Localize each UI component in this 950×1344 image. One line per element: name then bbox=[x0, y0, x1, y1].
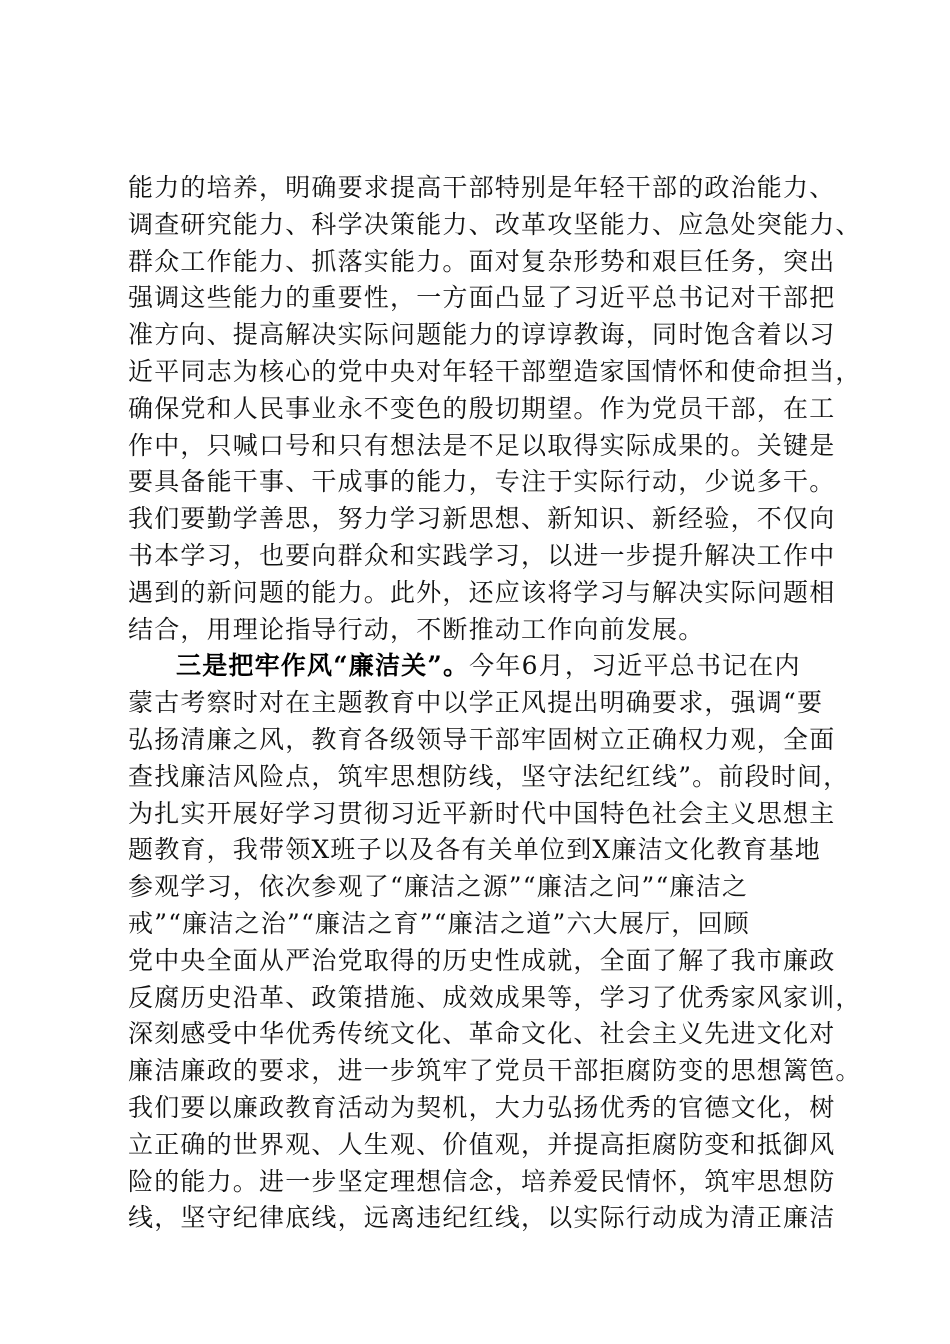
text-line: 准方向、提高解决实际问题能力的谆谆教诲，同时饱含着以习 bbox=[128, 320, 836, 350]
text-line: 蒙古考察时对在主题教育中以学正风提出明确要求，强调“要 bbox=[128, 688, 824, 718]
paragraph-integrity bbox=[128, 648, 862, 1237]
text-line: 近平同志为核心的党中央对年轻干部塑造家国情怀和使命担当， bbox=[128, 356, 862, 386]
text-line: 要具备能干事、干成事的能力，专注于实际行动，少说多干。 bbox=[128, 467, 836, 497]
text-line: 廉洁廉政的要求，进一步筑牢了党员干部拒腐防变的思想篱笆。 bbox=[128, 1056, 862, 1086]
text-line: 遇到的新问题的能力。此外，还应该将学习与解决实际问题相 bbox=[128, 577, 836, 607]
text-line: 为扎实开展好学习贯彻习近平新时代中国特色社会主义思想主 bbox=[128, 798, 836, 828]
document-body bbox=[128, 170, 862, 1237]
text-line: 立正确的世界观、人生观、价值观，并提高拒腐防变和抵御风 bbox=[128, 1129, 836, 1159]
text-line: 结合，用理论指导行动，不断推动工作向前发展。 bbox=[128, 614, 705, 644]
text-line: 戒”“廉洁之治”“廉洁之育”“廉洁之道”六大展厅，回顾 bbox=[128, 908, 750, 938]
text-line: 我们要勤学善思，努力学习新思想、新知识、新经验，不仅向 bbox=[128, 504, 836, 534]
text-line: 书本学习，也要向群众和实践学习，以进一步提升解决工作中 bbox=[128, 540, 836, 570]
text-line: 调查研究能力、科学决策能力、改革攻坚能力、应急处突能力、 bbox=[128, 209, 862, 239]
paragraph-ability-training bbox=[128, 170, 862, 648]
text-line: 我们要以廉政教育活动为契机，大力弘扬优秀的官德文化，树 bbox=[128, 1092, 836, 1122]
text-line: 弘扬清廉之风，教育各级领导干部牢固树立正确权力观，全面 bbox=[128, 724, 836, 754]
text-line: 题教育，我带领X班子以及各有关单位到X廉洁文化教育基地 bbox=[128, 835, 821, 865]
text-line: 查找廉洁风险点，筑牢思想防线，坚守法纪红线”。前段时间， bbox=[128, 761, 850, 791]
text-line: 能力的培养，明确要求提高干部特别是年轻干部的政治能力、 bbox=[128, 173, 836, 202]
text-fragment: 今年6月，习近平总书记在内 bbox=[469, 651, 801, 681]
section-heading: 三是把牢作风“廉洁关”。 bbox=[176, 651, 470, 681]
text-line: 线，坚守纪律底线，远离违纪红线，以实际行动成为清正廉洁 bbox=[128, 1203, 836, 1233]
text-line: 群众工作能力、抓落实能力。面对复杂形势和艰巨任务，突出 bbox=[128, 246, 836, 276]
text-line: 作中，只喊口号和只有想法是不足以取得实际成果的。关键是 bbox=[128, 430, 836, 460]
text-line: 反腐历史沿革、政策措施、成效成果等，学习了优秀家风家训， bbox=[128, 982, 862, 1012]
text-line: 险的能力。进一步坚定理想信念，培养爱民情怀，筑牢思想防 bbox=[128, 1166, 836, 1196]
text-line: 参观学习，依次参观了“廉洁之源”“廉洁之问”“廉洁之 bbox=[128, 872, 749, 902]
text-line: 强调这些能力的重要性，一方面凸显了习近平总书记对干部把 bbox=[128, 283, 836, 313]
text-line: 确保党和人民事业永不变色的殷切期望。作为党员干部，在工 bbox=[128, 393, 836, 423]
text-line: 深刻感受中华优秀传统文化、革命文化、社会主义先进文化对 bbox=[128, 1019, 836, 1049]
paragraph-first-line bbox=[128, 648, 848, 685]
text-line: 党中央全面从严治党取得的历史性成就，全面了解了我市廉政 bbox=[128, 945, 836, 975]
